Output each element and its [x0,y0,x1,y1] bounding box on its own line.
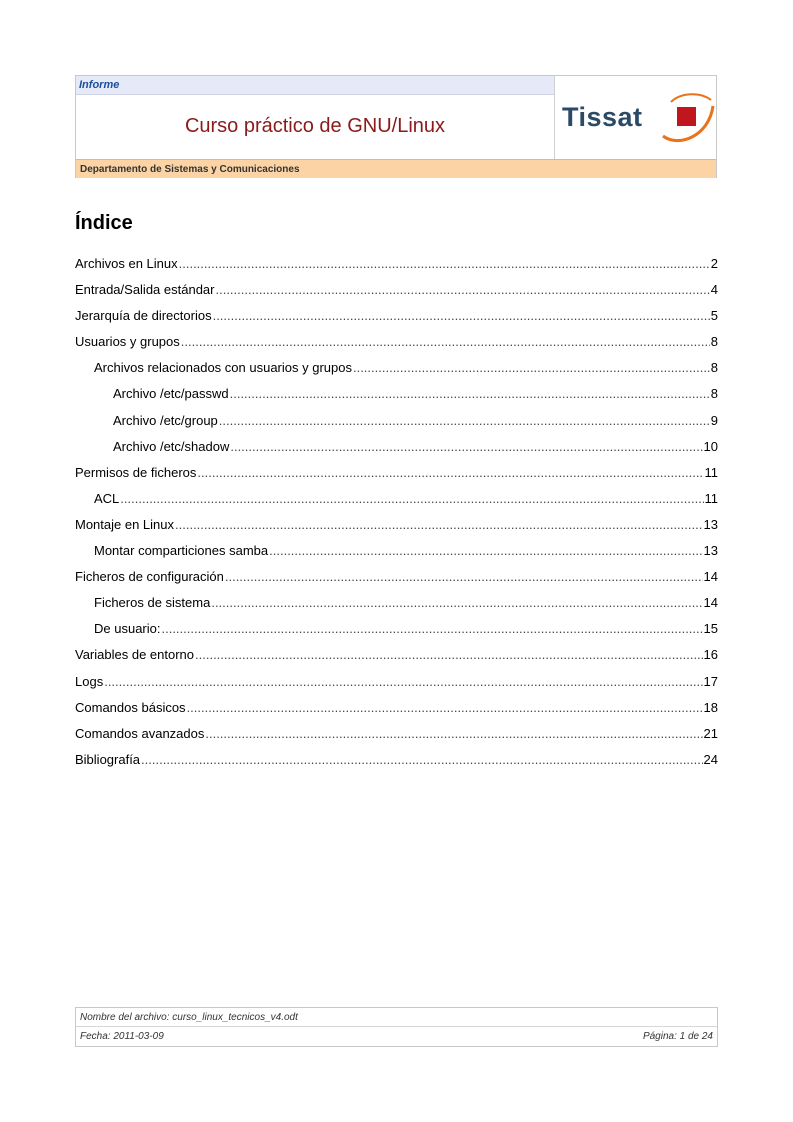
toc-entry-label: Usuarios y grupos [75,334,180,350]
toc-entry-page: 14 [703,569,718,585]
table-of-contents [75,256,718,778]
logo-wordmark: Tissat [562,102,643,132]
toc-entry[interactable] [75,334,718,360]
toc-entry-page: 4 [710,282,718,298]
toc-entry-label: Ficheros de configuración [75,569,224,585]
toc-entry[interactable] [75,569,718,595]
toc-entry-label: Montaje en Linux [75,516,175,532]
toc-entry[interactable] [75,386,718,412]
toc-dot-leader [181,334,710,349]
document-footer [75,1007,718,1047]
toc-entry-label: Jerarquía de directorios [75,308,212,324]
toc-dot-leader [269,543,702,558]
toc-entry-page: 8 [710,334,718,350]
toc-dot-leader [197,465,703,480]
toc-entry[interactable] [75,726,718,752]
toc-dot-leader [104,674,702,689]
toc-entry-page: 9 [710,412,718,428]
toc-dot-leader [230,386,710,401]
toc-dot-leader [205,726,702,741]
toc-entry-page: 21 [703,725,718,741]
toc-entry-label: Entrada/Salida estándar [75,282,215,298]
toc-entry[interactable] [75,674,718,700]
toc-entry[interactable] [75,647,718,673]
toc-entry[interactable] [75,595,718,621]
toc-entry[interactable] [75,517,718,543]
toc-entry-label: ACL [94,490,120,506]
toc-entry-label: Bibliografía [75,751,141,767]
toc-entry-page: 13 [703,543,718,559]
toc-dot-leader [175,517,703,532]
footer-date: Fecha: 2011-03-09 [80,1031,164,1042]
toc-entry-page: 2 [710,256,718,271]
footer-filename: Nombre del archivo: curso_linux_tecnicos_v4.odt [76,1008,717,1027]
toc-entry[interactable] [75,308,718,334]
document-header [75,75,717,178]
toc-entry[interactable] [75,752,718,778]
toc-dot-leader [187,700,703,715]
index-heading: Índice [75,212,133,234]
toc-entry-page: 24 [703,751,718,767]
toc-entry[interactable] [75,491,718,517]
toc-entry[interactable] [75,413,718,439]
toc-entry[interactable] [75,439,718,465]
toc-dot-leader [213,308,710,323]
toc-entry-page: 17 [703,673,718,689]
toc-entry-label: Archivo /etc/passwd [113,386,229,402]
toc-dot-leader [120,491,703,506]
toc-entry-page: 11 [704,464,718,480]
logo-mark-icon [657,90,717,146]
toc-dot-leader [195,647,703,662]
toc-entry[interactable] [75,621,718,647]
toc-entry[interactable] [75,256,718,282]
toc-dot-leader [353,360,710,375]
toc-dot-leader [215,282,709,297]
toc-entry-page: 8 [710,386,718,402]
document-title: Curso práctico de GNU/Linux [184,115,446,137]
toc-dot-leader [141,752,702,767]
toc-entry-page: 13 [703,516,718,532]
toc-entry-label: Archivo /etc/shadow [113,438,230,454]
toc-entry-label: De usuario: [94,621,161,637]
toc-entry[interactable] [75,360,718,386]
toc-dot-leader [161,621,702,636]
toc-entry-label: Archivos en Linux [75,256,178,271]
toc-entry-label: Variables de entorno [75,647,195,663]
toc-dot-leader [225,569,703,584]
toc-entry-label: Archivos relacionados con usuarios y grupos [94,360,352,376]
toc-entry-label: Comandos avanzados [75,725,205,741]
toc-entry-page: 18 [703,699,718,715]
company-logo [554,76,717,159]
toc-entry-page: 8 [710,360,718,376]
footer-page-number: Página: 1 de 24 [642,1031,713,1042]
toc-entry[interactable] [75,543,718,569]
toc-entry-label: Montar comparticiones samba [94,543,269,559]
toc-entry-label: Permisos de ficheros [75,464,197,480]
toc-entry-page: 14 [703,595,718,611]
toc-entry-page: 16 [703,647,718,663]
toc-entry-label: Logs [75,673,104,689]
toc-dot-leader [230,439,702,454]
toc-dot-leader [219,413,710,428]
toc-entry-page: 10 [703,438,718,454]
toc-entry-page: 5 [710,308,718,324]
toc-entry[interactable] [75,700,718,726]
toc-entry-label: Ficheros de sistema [94,595,211,611]
toc-entry-page: 11 [704,490,718,506]
toc-entry[interactable] [75,465,718,491]
toc-entry-label: Comandos básicos [75,699,186,715]
footer-meta-row [76,1027,717,1046]
toc-entry-page: 15 [703,621,718,637]
toc-dot-leader [211,595,702,610]
toc-entry-label: Archivo /etc/group [113,412,218,428]
department-band: Departamento de Sistemas y Comunicaciones [76,159,716,178]
toc-dot-leader [179,256,710,271]
document-type-label: Informe [76,76,554,95]
toc-entry[interactable] [75,282,718,308]
